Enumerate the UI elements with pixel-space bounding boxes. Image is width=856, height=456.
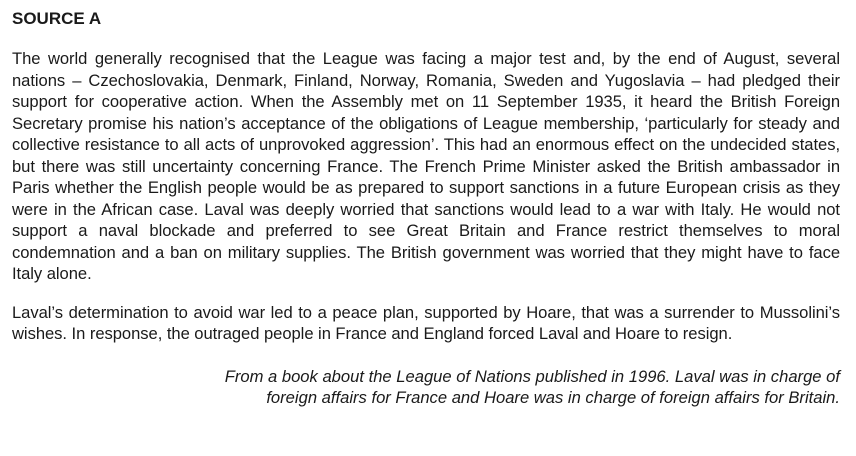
paragraph-1: The world generally recognised that the League was facing a major test and, by the end of August, several nations – Czechoslovakia, Denmark, Finland, Norway, Romania, Sweden and Yugoslavia – had pledged their support for cooperative action. When the Assembly met on 11 September 1935, it heard the British Foreign Secretary promise his nation’s acceptance of the obligations of League membership, ‘particularly for steady and collective resistance to all acts of unprovoked aggression’. This had an enormous effect on the undecided states, but there was still uncertainty concerning France. The French Prime Minister asked the British ambassador in Paris whether the English people would be as prepared to support sanctions in a future European crisis as they were in the African case. Laval was deeply worried that sanctions would lead to a war with Italy. He would not support a naval blockade and preferred to see Great Britain and France restrict themselves to moral condemnation and a ban on military supplies. The British government was worried that they might have to face Italy alone.: [12, 49, 840, 283]
source-heading: SOURCE A: [12, 9, 102, 28]
paragraph-2: Laval’s determination to avoid war led to a peace plan, supported by Hoare, that was a surrender to Mussolini’s wishes. In response, the outraged people in France and England forced Laval and Hoare to resign.: [12, 302, 840, 343]
source-attribution-line-1: From a book about the League of Nations published in 1996. Laval was in charge of: [224, 366, 840, 386]
document-page: [12, 8, 840, 409]
source-attribution: [12, 366, 840, 409]
source-attribution-line-2: foreign affairs for France and Hoare was in charge of foreign affairs for Britain.: [266, 388, 840, 407]
